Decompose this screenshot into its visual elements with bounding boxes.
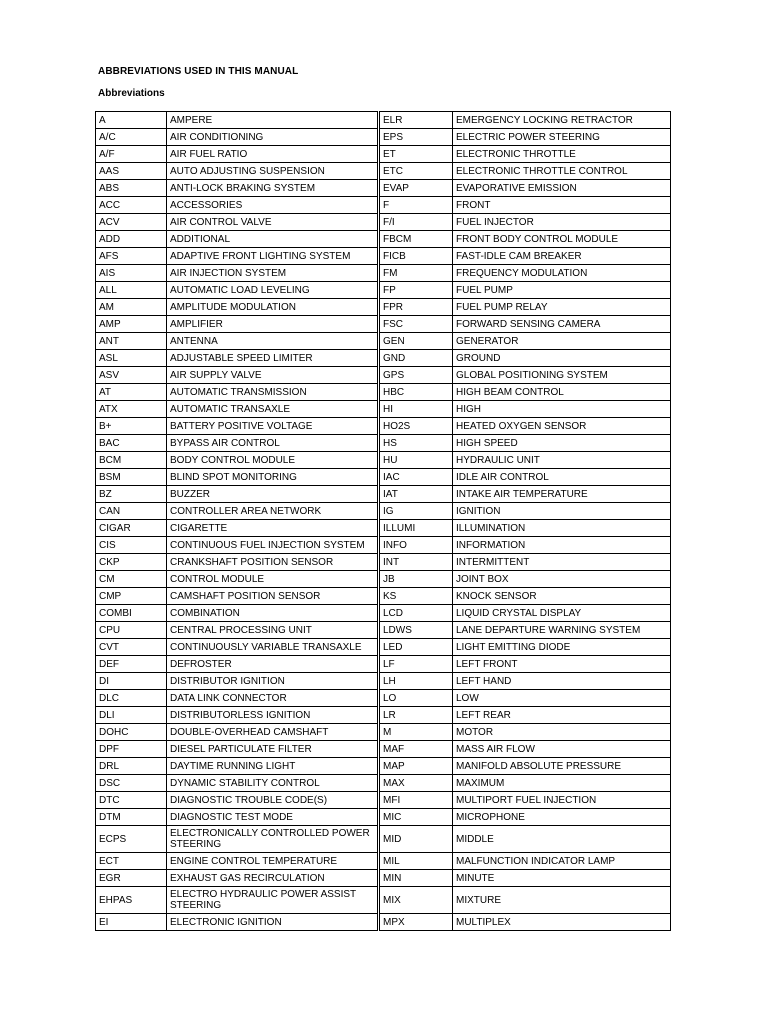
meaning-cell: FRONT bbox=[453, 197, 671, 214]
abbreviation-cell: FBCM bbox=[380, 231, 453, 248]
meaning-cell: FRONT BODY CONTROL MODULE bbox=[453, 231, 671, 248]
table-row bbox=[380, 588, 671, 605]
table-row bbox=[380, 486, 671, 503]
abbreviation-cell: GPS bbox=[380, 367, 453, 384]
abbreviation-cell: BCM bbox=[96, 452, 167, 469]
abbreviation-cell: EVAP bbox=[380, 180, 453, 197]
abbreviation-cell: ECT bbox=[96, 853, 167, 870]
meaning-cell: CONTROL MODULE bbox=[167, 571, 378, 588]
abbreviation-cell: MIC bbox=[380, 809, 453, 826]
meaning-cell: KNOCK SENSOR bbox=[453, 588, 671, 605]
meaning-cell: FUEL INJECTOR bbox=[453, 214, 671, 231]
meaning-cell: IGNITION bbox=[453, 503, 671, 520]
table-row bbox=[96, 401, 378, 418]
table-row bbox=[96, 520, 378, 537]
abbreviation-cell: CVT bbox=[96, 639, 167, 656]
meaning-cell: ELECTRO HYDRAULIC POWER ASSIST STEERING bbox=[167, 887, 378, 914]
abbreviation-cell: GND bbox=[380, 350, 453, 367]
meaning-cell: DEFROSTER bbox=[167, 656, 378, 673]
meaning-cell: COMBINATION bbox=[167, 605, 378, 622]
meaning-cell: LIQUID CRYSTAL DISPLAY bbox=[453, 605, 671, 622]
meaning-cell: ELECTRONIC THROTTLE CONTROL bbox=[453, 163, 671, 180]
abbreviation-cell: EGR bbox=[96, 870, 167, 887]
meaning-cell: ADAPTIVE FRONT LIGHTING SYSTEM bbox=[167, 248, 378, 265]
abbreviation-cell: ATX bbox=[96, 401, 167, 418]
abbreviation-cell: FP bbox=[380, 282, 453, 299]
table-row bbox=[380, 333, 671, 350]
table-row bbox=[380, 887, 671, 914]
meaning-cell: GROUND bbox=[453, 350, 671, 367]
meaning-cell: DAYTIME RUNNING LIGHT bbox=[167, 758, 378, 775]
table-row bbox=[96, 384, 378, 401]
abbreviation-cell: HO2S bbox=[380, 418, 453, 435]
table-row bbox=[96, 112, 378, 129]
table-row bbox=[96, 622, 378, 639]
meaning-cell: IDLE AIR CONTROL bbox=[453, 469, 671, 486]
abbreviation-cell: DI bbox=[96, 673, 167, 690]
table-row bbox=[380, 435, 671, 452]
meaning-cell: EVAPORATIVE EMISSION bbox=[453, 180, 671, 197]
meaning-cell: MALFUNCTION INDICATOR LAMP bbox=[453, 853, 671, 870]
table-row bbox=[380, 853, 671, 870]
meaning-cell: AUTOMATIC TRANSMISSION bbox=[167, 384, 378, 401]
abbreviation-cell: FPR bbox=[380, 299, 453, 316]
meaning-cell: BUZZER bbox=[167, 486, 378, 503]
abbreviation-cell: KS bbox=[380, 588, 453, 605]
table-row bbox=[96, 639, 378, 656]
table-row bbox=[96, 853, 378, 870]
meaning-cell: LANE DEPARTURE WARNING SYSTEM bbox=[453, 622, 671, 639]
abbreviation-cell: ASV bbox=[96, 367, 167, 384]
abbreviation-cell: ANT bbox=[96, 333, 167, 350]
meaning-cell: CENTRAL PROCESSING UNIT bbox=[167, 622, 378, 639]
table-row bbox=[380, 180, 671, 197]
abbreviation-cell: EI bbox=[96, 914, 167, 931]
abbreviation-cell: DSC bbox=[96, 775, 167, 792]
abbreviation-cell: BSM bbox=[96, 469, 167, 486]
table-row bbox=[96, 870, 378, 887]
table-row bbox=[96, 299, 378, 316]
meaning-cell: AUTO ADJUSTING SUSPENSION bbox=[167, 163, 378, 180]
meaning-cell: EMERGENCY LOCKING RETRACTOR bbox=[453, 112, 671, 129]
table-row bbox=[380, 265, 671, 282]
abbreviation-cell: LCD bbox=[380, 605, 453, 622]
meaning-cell: MAXIMUM bbox=[453, 775, 671, 792]
meaning-cell: AUTOMATIC TRANSAXLE bbox=[167, 401, 378, 418]
abbreviation-cell: ILLUMI bbox=[380, 520, 453, 537]
table-row bbox=[96, 316, 378, 333]
table-row bbox=[380, 367, 671, 384]
abbreviation-cell: FICB bbox=[380, 248, 453, 265]
table-row bbox=[380, 282, 671, 299]
abbreviation-cell: AM bbox=[96, 299, 167, 316]
table-row bbox=[380, 214, 671, 231]
meaning-cell: CONTROLLER AREA NETWORK bbox=[167, 503, 378, 520]
meaning-cell: ADJUSTABLE SPEED LIMITER bbox=[167, 350, 378, 367]
meaning-cell: ANTENNA bbox=[167, 333, 378, 350]
table-row bbox=[96, 605, 378, 622]
table-row bbox=[96, 146, 378, 163]
meaning-cell: FUEL PUMP bbox=[453, 282, 671, 299]
abbreviation-cell: AT bbox=[96, 384, 167, 401]
abbreviation-cell: F/I bbox=[380, 214, 453, 231]
table-row bbox=[380, 112, 671, 129]
abbreviation-table-right-body bbox=[380, 112, 671, 931]
meaning-cell: DISTRIBUTOR IGNITION bbox=[167, 673, 378, 690]
table-row bbox=[380, 656, 671, 673]
abbreviation-cell: A/C bbox=[96, 129, 167, 146]
meaning-cell: CONTINUOUSLY VARIABLE TRANSAXLE bbox=[167, 639, 378, 656]
meaning-cell: INFORMATION bbox=[453, 537, 671, 554]
table-row bbox=[96, 914, 378, 931]
table-row bbox=[96, 792, 378, 809]
table-row bbox=[96, 809, 378, 826]
meaning-cell: ELECTRONIC THROTTLE bbox=[453, 146, 671, 163]
meaning-cell: ELECTRIC POWER STEERING bbox=[453, 129, 671, 146]
meaning-cell: MULTIPLEX bbox=[453, 914, 671, 931]
meaning-cell: LEFT REAR bbox=[453, 707, 671, 724]
meaning-cell: MANIFOLD ABSOLUTE PRESSURE bbox=[453, 758, 671, 775]
abbreviation-cell: BZ bbox=[96, 486, 167, 503]
abbreviation-cell: DRL bbox=[96, 758, 167, 775]
abbreviation-cell: DLC bbox=[96, 690, 167, 707]
table-row bbox=[96, 571, 378, 588]
meaning-cell: FUEL PUMP RELAY bbox=[453, 299, 671, 316]
abbreviation-cell: DOHC bbox=[96, 724, 167, 741]
meaning-cell: EXHAUST GAS RECIRCULATION bbox=[167, 870, 378, 887]
table-row bbox=[96, 588, 378, 605]
meaning-cell: FAST-IDLE CAM BREAKER bbox=[453, 248, 671, 265]
table-row bbox=[96, 690, 378, 707]
table-row bbox=[96, 707, 378, 724]
table-row bbox=[96, 163, 378, 180]
abbreviation-cell: A/F bbox=[96, 146, 167, 163]
meaning-cell: HYDRAULIC UNIT bbox=[453, 452, 671, 469]
table-row bbox=[96, 741, 378, 758]
abbreviation-cell: B+ bbox=[96, 418, 167, 435]
abbreviation-cell: A bbox=[96, 112, 167, 129]
meaning-cell: HIGH SPEED bbox=[453, 435, 671, 452]
section-heading: Abbreviations bbox=[98, 88, 165, 99]
abbreviation-cell: DPF bbox=[96, 741, 167, 758]
abbreviation-cell: INFO bbox=[380, 537, 453, 554]
abbreviation-cell: CKP bbox=[96, 554, 167, 571]
table-row bbox=[96, 775, 378, 792]
meaning-cell: DIAGNOSTIC TROUBLE CODE(S) bbox=[167, 792, 378, 809]
abbreviation-cell: CM bbox=[96, 571, 167, 588]
abbreviation-cell: HI bbox=[380, 401, 453, 418]
table-row bbox=[96, 469, 378, 486]
table-row bbox=[380, 231, 671, 248]
abbreviation-cell: HBC bbox=[380, 384, 453, 401]
table-row bbox=[380, 571, 671, 588]
abbreviation-cell: ALL bbox=[96, 282, 167, 299]
table-row bbox=[96, 282, 378, 299]
abbreviation-cell: CIS bbox=[96, 537, 167, 554]
meaning-cell: AMPERE bbox=[167, 112, 378, 129]
meaning-cell: MULTIPORT FUEL INJECTION bbox=[453, 792, 671, 809]
meaning-cell: MIDDLE bbox=[453, 826, 671, 853]
meaning-cell: LOW bbox=[453, 690, 671, 707]
abbreviation-cell: MAX bbox=[380, 775, 453, 792]
table-row bbox=[380, 452, 671, 469]
meaning-cell: ELECTRONICALLY CONTROLLED POWER STEERING bbox=[167, 826, 378, 853]
abbreviation-cell: ETC bbox=[380, 163, 453, 180]
meaning-cell: DIESEL PARTICULATE FILTER bbox=[167, 741, 378, 758]
table-row bbox=[96, 554, 378, 571]
abbreviation-cell: ABS bbox=[96, 180, 167, 197]
abbreviation-cell: ACV bbox=[96, 214, 167, 231]
table-row bbox=[96, 435, 378, 452]
meaning-cell: AIR CONDITIONING bbox=[167, 129, 378, 146]
meaning-cell: INTAKE AIR TEMPERATURE bbox=[453, 486, 671, 503]
page-title: ABBREVIATIONS USED IN THIS MANUAL bbox=[98, 66, 299, 77]
abbreviation-cell: LH bbox=[380, 673, 453, 690]
meaning-cell: ADDITIONAL bbox=[167, 231, 378, 248]
table-row bbox=[380, 503, 671, 520]
table-row bbox=[380, 792, 671, 809]
abbreviation-cell: MFI bbox=[380, 792, 453, 809]
meaning-cell: ACCESSORIES bbox=[167, 197, 378, 214]
abbreviation-cell: CPU bbox=[96, 622, 167, 639]
meaning-cell: CRANKSHAFT POSITION SENSOR bbox=[167, 554, 378, 571]
meaning-cell: AIR FUEL RATIO bbox=[167, 146, 378, 163]
table-row bbox=[380, 316, 671, 333]
abbreviation-table-left-body bbox=[96, 112, 378, 931]
abbreviation-cell: MAP bbox=[380, 758, 453, 775]
abbreviation-cell: ACC bbox=[96, 197, 167, 214]
table-row bbox=[380, 401, 671, 418]
abbreviation-cell: AMP bbox=[96, 316, 167, 333]
meaning-cell: DATA LINK CONNECTOR bbox=[167, 690, 378, 707]
abbreviation-cell: IG bbox=[380, 503, 453, 520]
meaning-cell: CAMSHAFT POSITION SENSOR bbox=[167, 588, 378, 605]
meaning-cell: CONTINUOUS FUEL INJECTION SYSTEM bbox=[167, 537, 378, 554]
abbreviation-cell: ASL bbox=[96, 350, 167, 367]
abbreviation-cell: LR bbox=[380, 707, 453, 724]
abbreviation-cell: EPS bbox=[380, 129, 453, 146]
abbreviation-cell: AFS bbox=[96, 248, 167, 265]
meaning-cell: HEATED OXYGEN SENSOR bbox=[453, 418, 671, 435]
meaning-cell: MICROPHONE bbox=[453, 809, 671, 826]
table-row bbox=[96, 503, 378, 520]
abbreviation-cell: DTC bbox=[96, 792, 167, 809]
meaning-cell: BATTERY POSITIVE VOLTAGE bbox=[167, 418, 378, 435]
table-row bbox=[380, 520, 671, 537]
table-row bbox=[380, 418, 671, 435]
abbreviation-cell: HU bbox=[380, 452, 453, 469]
table-row bbox=[96, 248, 378, 265]
abbreviation-cell: LED bbox=[380, 639, 453, 656]
abbreviation-cell: ADD bbox=[96, 231, 167, 248]
table-row bbox=[380, 129, 671, 146]
table-row bbox=[96, 350, 378, 367]
table-row bbox=[380, 809, 671, 826]
meaning-cell: CIGARETTE bbox=[167, 520, 378, 537]
abbreviation-cell: GEN bbox=[380, 333, 453, 350]
table-row bbox=[380, 707, 671, 724]
abbreviation-cell: LDWS bbox=[380, 622, 453, 639]
meaning-cell: AIR CONTROL VALVE bbox=[167, 214, 378, 231]
table-row bbox=[380, 741, 671, 758]
meaning-cell: HIGH BEAM CONTROL bbox=[453, 384, 671, 401]
meaning-cell: GENERATOR bbox=[453, 333, 671, 350]
abbreviation-cell: COMBI bbox=[96, 605, 167, 622]
table-row bbox=[380, 299, 671, 316]
meaning-cell: DISTRIBUTORLESS IGNITION bbox=[167, 707, 378, 724]
table-row bbox=[96, 333, 378, 350]
table-row bbox=[380, 826, 671, 853]
table-row bbox=[380, 163, 671, 180]
meaning-cell: DOUBLE-OVERHEAD CAMSHAFT bbox=[167, 724, 378, 741]
abbreviation-cell: MIN bbox=[380, 870, 453, 887]
table-row bbox=[380, 622, 671, 639]
abbreviation-cell: MAF bbox=[380, 741, 453, 758]
table-row bbox=[96, 486, 378, 503]
abbreviation-cell: IAT bbox=[380, 486, 453, 503]
abbreviation-cell: MPX bbox=[380, 914, 453, 931]
table-row bbox=[380, 537, 671, 554]
abbreviation-cell: M bbox=[380, 724, 453, 741]
meaning-cell: GLOBAL POSITIONING SYSTEM bbox=[453, 367, 671, 384]
table-row bbox=[380, 724, 671, 741]
table-row bbox=[380, 384, 671, 401]
meaning-cell: FREQUENCY MODULATION bbox=[453, 265, 671, 282]
meaning-cell: DYNAMIC STABILITY CONTROL bbox=[167, 775, 378, 792]
meaning-cell: LIGHT EMITTING DIODE bbox=[453, 639, 671, 656]
abbreviation-cell: LO bbox=[380, 690, 453, 707]
abbreviation-cell: CAN bbox=[96, 503, 167, 520]
abbreviation-cell: CIGAR bbox=[96, 520, 167, 537]
abbreviation-cell: F bbox=[380, 197, 453, 214]
meaning-cell: FORWARD SENSING CAMERA bbox=[453, 316, 671, 333]
abbreviation-cell: FM bbox=[380, 265, 453, 282]
meaning-cell: AUTOMATIC LOAD LEVELING bbox=[167, 282, 378, 299]
meaning-cell: MOTOR bbox=[453, 724, 671, 741]
meaning-cell: BODY CONTROL MODULE bbox=[167, 452, 378, 469]
table-row bbox=[96, 826, 378, 853]
meaning-cell: ELECTRONIC IGNITION bbox=[167, 914, 378, 931]
table-row bbox=[96, 180, 378, 197]
abbreviation-cell: MIX bbox=[380, 887, 453, 914]
meaning-cell: BLIND SPOT MONITORING bbox=[167, 469, 378, 486]
meaning-cell: BYPASS AIR CONTROL bbox=[167, 435, 378, 452]
abbreviation-cell: MIL bbox=[380, 853, 453, 870]
abbreviation-cell: EHPAS bbox=[96, 887, 167, 914]
meaning-cell: DIAGNOSTIC TEST MODE bbox=[167, 809, 378, 826]
table-row bbox=[380, 690, 671, 707]
table-row bbox=[96, 656, 378, 673]
meaning-cell: AIR INJECTION SYSTEM bbox=[167, 265, 378, 282]
abbreviation-cell: DLI bbox=[96, 707, 167, 724]
abbreviation-table-left bbox=[95, 111, 378, 931]
meaning-cell: MASS AIR FLOW bbox=[453, 741, 671, 758]
meaning-cell: AIR SUPPLY VALVE bbox=[167, 367, 378, 384]
table-row bbox=[380, 197, 671, 214]
table-row bbox=[96, 758, 378, 775]
table-row bbox=[96, 418, 378, 435]
table-row bbox=[96, 537, 378, 554]
abbreviation-cell: DEF bbox=[96, 656, 167, 673]
table-row bbox=[96, 887, 378, 914]
table-row bbox=[96, 724, 378, 741]
table-row bbox=[380, 248, 671, 265]
meaning-cell: JOINT BOX bbox=[453, 571, 671, 588]
table-row bbox=[380, 758, 671, 775]
abbreviation-cell: ELR bbox=[380, 112, 453, 129]
table-row bbox=[380, 639, 671, 656]
table-row bbox=[380, 146, 671, 163]
table-row bbox=[96, 452, 378, 469]
abbreviation-cell: AAS bbox=[96, 163, 167, 180]
abbreviation-table-right bbox=[379, 111, 671, 931]
meaning-cell: MIXTURE bbox=[453, 887, 671, 914]
table-row bbox=[380, 673, 671, 690]
abbreviation-cell: ET bbox=[380, 146, 453, 163]
abbreviation-cell: HS bbox=[380, 435, 453, 452]
table-row bbox=[96, 265, 378, 282]
table-row bbox=[380, 350, 671, 367]
table-row bbox=[380, 870, 671, 887]
table-row bbox=[380, 914, 671, 931]
abbreviation-cell: IAC bbox=[380, 469, 453, 486]
meaning-cell: HIGH bbox=[453, 401, 671, 418]
abbreviation-cell: INT bbox=[380, 554, 453, 571]
table-row bbox=[96, 231, 378, 248]
table-row bbox=[96, 214, 378, 231]
meaning-cell: INTERMITTENT bbox=[453, 554, 671, 571]
meaning-cell: AMPLIFIER bbox=[167, 316, 378, 333]
abbreviation-cell: ECPS bbox=[96, 826, 167, 853]
table-row bbox=[380, 469, 671, 486]
meaning-cell: ILLUMINATION bbox=[453, 520, 671, 537]
meaning-cell: LEFT HAND bbox=[453, 673, 671, 690]
abbreviation-cell: LF bbox=[380, 656, 453, 673]
meaning-cell: LEFT FRONT bbox=[453, 656, 671, 673]
table-row bbox=[96, 197, 378, 214]
abbreviation-cell: JB bbox=[380, 571, 453, 588]
meaning-cell: AMPLITUDE MODULATION bbox=[167, 299, 378, 316]
table-row bbox=[380, 605, 671, 622]
table-row bbox=[96, 673, 378, 690]
abbreviation-cell: CMP bbox=[96, 588, 167, 605]
meaning-cell: MINUTE bbox=[453, 870, 671, 887]
meaning-cell: ENGINE CONTROL TEMPERATURE bbox=[167, 853, 378, 870]
abbreviation-cell: AIS bbox=[96, 265, 167, 282]
abbreviation-cell: DTM bbox=[96, 809, 167, 826]
abbreviation-cell: MID bbox=[380, 826, 453, 853]
table-row bbox=[380, 775, 671, 792]
meaning-cell: ANTI-LOCK BRAKING SYSTEM bbox=[167, 180, 378, 197]
table-row bbox=[96, 129, 378, 146]
table-row bbox=[380, 554, 671, 571]
table-row bbox=[96, 367, 378, 384]
abbreviation-cell: BAC bbox=[96, 435, 167, 452]
abbreviation-cell: FSC bbox=[380, 316, 453, 333]
